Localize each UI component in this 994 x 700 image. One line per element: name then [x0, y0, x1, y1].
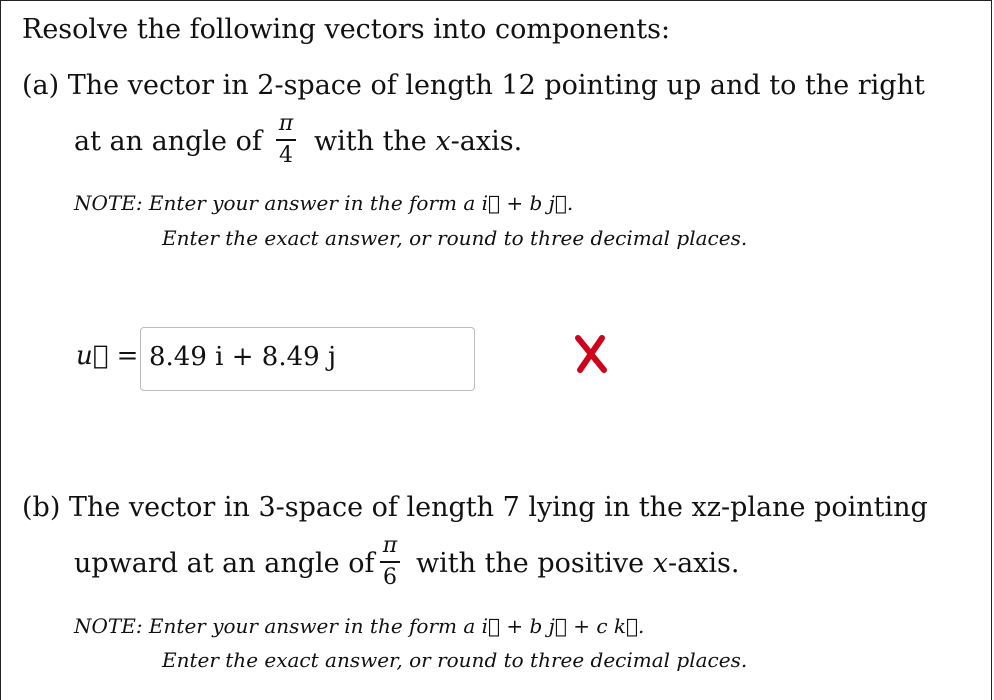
part-b-line2-suffix — [416, 548, 739, 579]
part-a-note-line2: Enter the exact answer, or round to three decimal places. — [162, 226, 748, 250]
suffix-post-text: -axis. — [450, 126, 523, 157]
suffix-post-text: -axis. — [667, 548, 740, 579]
fraction-denominator: 4 — [279, 142, 293, 168]
axis-variable: x — [435, 126, 451, 157]
part-b-line1: (b) The vector in 3-space of length 7 lying in the xz-plane pointing — [22, 492, 928, 523]
incorrect-x-icon — [574, 334, 608, 374]
axis-variable: x — [652, 548, 668, 579]
answer-label: u⃗ = — [76, 341, 139, 371]
part-a-angle-fraction — [276, 113, 296, 167]
answer-input[interactable] — [140, 327, 475, 391]
suffix-pre-text: with the positive — [416, 548, 645, 579]
fraction-denominator: 6 — [383, 564, 397, 590]
part-a-line2-prefix: at an angle of — [74, 126, 262, 157]
part-b-note-line1: NOTE: Enter your answer in the form a i⃗ + b j⃗ + c k⃗. — [74, 614, 645, 638]
suffix-pre-text: with the — [314, 126, 427, 157]
part-b-note-line2: Enter the exact answer, or round to three decimal places. — [162, 648, 748, 672]
intro-text: Resolve the following vectors into components: — [22, 14, 671, 45]
fraction-numerator: π — [382, 533, 398, 558]
part-b-angle-fraction — [380, 535, 400, 589]
part-b-line2-prefix: upward at an angle of — [74, 548, 375, 579]
fraction-numerator: π — [278, 111, 294, 136]
part-a-line1: (a) The vector in 2-space of length 12 pointing up and to the right — [22, 70, 925, 101]
part-a-line2-suffix — [314, 126, 522, 157]
answer-value: 8.49 i + 8.49 j — [149, 342, 337, 372]
part-a-note-line1: NOTE: Enter your answer in the form a i⃗ + b j⃗. — [74, 191, 574, 215]
